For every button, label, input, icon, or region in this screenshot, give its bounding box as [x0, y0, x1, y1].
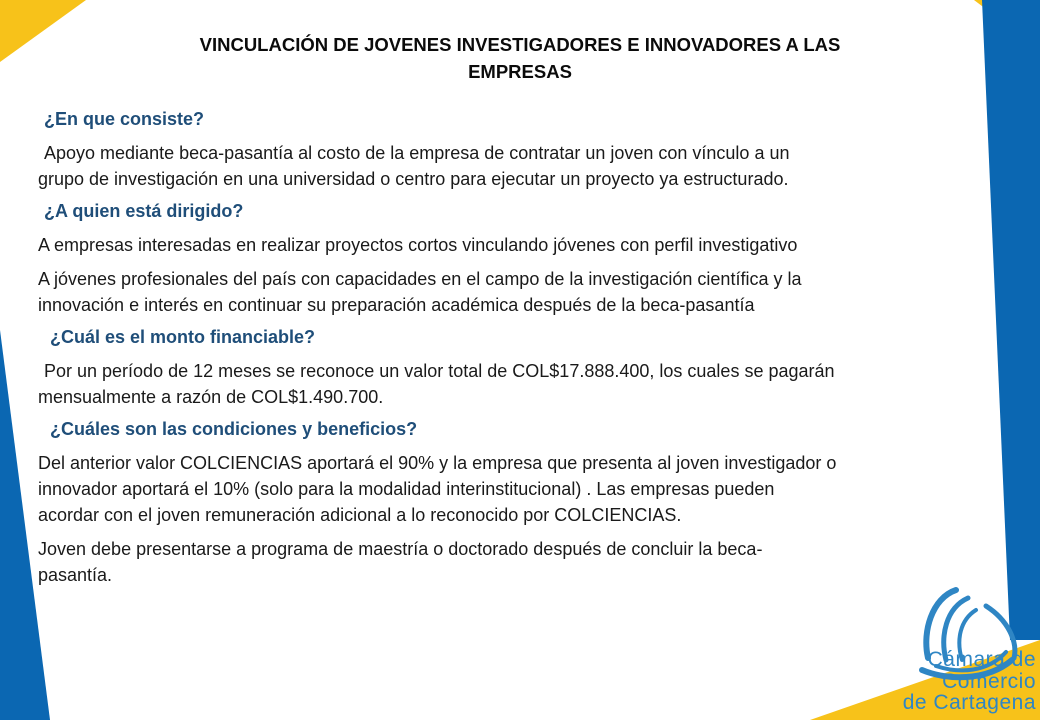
question-target: ¿A quien está dirigido? — [44, 201, 244, 221]
answer-line: grupo de investigación en una universidad o centro para ejecutar un proyecto ya estructurado. — [38, 169, 789, 189]
title-line-1: VINCULACIÓN DE JOVENES INVESTIGADORES E INNOVADORES A LAS — [199, 34, 841, 55]
answer-line: mensualmente a razón de COL$1.490.700. — [38, 387, 384, 407]
top-left-yellow-shape — [0, 0, 86, 62]
answer-target-companies: A empresas interesadas en realizar proyectos cortos vinculando jóvenes con perfil investigativo — [38, 235, 798, 255]
answer-line: pasantía. — [38, 565, 113, 585]
logo-text-line-1: Cámara de Comercio — [927, 648, 1036, 693]
question-what-is-it: ¿En que consiste? — [44, 109, 205, 129]
slide-body — [38, 106, 1003, 588]
question-conditions: ¿Cuáles son las condiciones y beneficios? — [50, 419, 418, 439]
answer-line: A jóvenes profesionales del país con capacidades en el campo de la investigación científica y la — [38, 269, 802, 289]
answer-what-is-it — [38, 140, 1003, 192]
logo-text-line-2: de Cartagena — [902, 691, 1036, 714]
question-funding: ¿Cuál es el monto financiable? — [50, 327, 316, 347]
answer-funding — [38, 358, 1003, 410]
answer-line: Apoyo mediante beca-pasantía al costo de la empresa de contratar un joven con vínculo a un — [44, 143, 790, 163]
title-line-2: EMPRESAS — [468, 61, 572, 82]
answer-line: innovación e interés en continuar su preparación académica después de la beca-pasantía — [38, 295, 755, 315]
answer-conditions — [38, 450, 1003, 528]
slide-title — [120, 31, 920, 85]
answer-line: innovador aportará el 10% (solo para la modalidad interinstitucional) . Las empresas pueden — [38, 479, 775, 499]
answer-line: acordar con el joven remuneración adicional a lo reconocido por COLCIENCIAS. — [38, 505, 682, 525]
answer-line: Joven debe presentarse a programa de maestría o doctorado después de concluir la beca- — [38, 539, 763, 559]
answer-line: Por un período de 12 meses se reconoce un valor total de COL$17.888.400, los cuales se pagarán — [44, 361, 835, 381]
answer-line: Del anterior valor COLCIENCIAS aportará el 90% y la empresa que presenta al joven investigador o — [38, 453, 837, 473]
answer-target-youth — [38, 266, 1003, 318]
